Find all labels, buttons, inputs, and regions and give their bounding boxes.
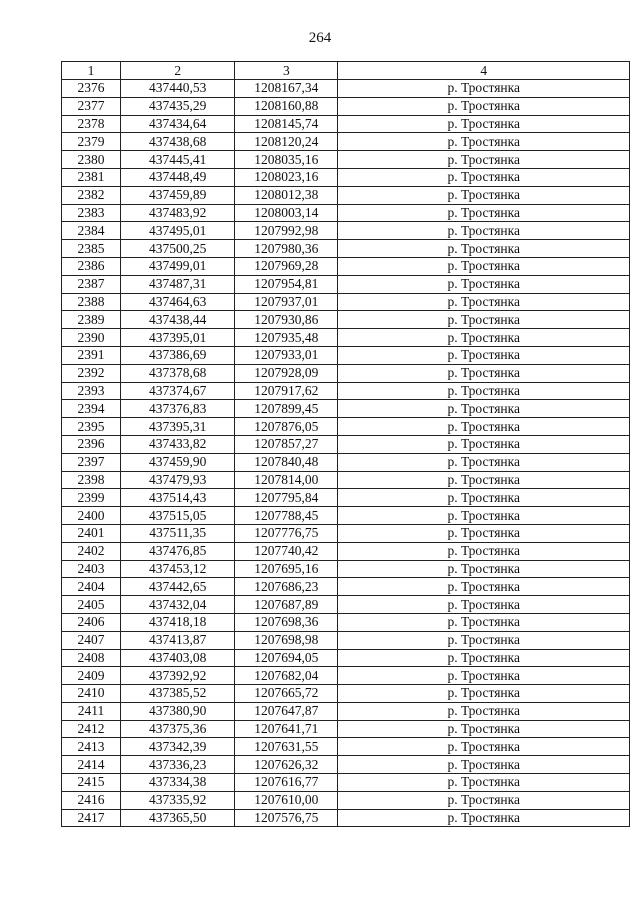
x-coordinate-cell: 437374,67 bbox=[121, 382, 235, 400]
x-coordinate-cell: 437499,01 bbox=[121, 257, 235, 275]
x-coordinate-cell: 437514,43 bbox=[121, 489, 235, 507]
object-name-cell: р. Тростянка bbox=[338, 168, 630, 186]
y-coordinate-cell: 1207682,04 bbox=[235, 667, 338, 685]
x-coordinate-cell: 437464,63 bbox=[121, 293, 235, 311]
point-number-cell: 2395 bbox=[62, 418, 121, 436]
object-name-cell: р. Тростянка bbox=[338, 151, 630, 169]
object-name-cell: р. Тростянка bbox=[338, 186, 630, 204]
object-name-cell: р. Тростянка bbox=[338, 524, 630, 542]
table-row bbox=[62, 649, 630, 667]
object-name-cell: р. Тростянка bbox=[338, 222, 630, 240]
table-row bbox=[62, 702, 630, 720]
point-number-cell: 2380 bbox=[62, 151, 121, 169]
object-name-cell: р. Тростянка bbox=[338, 346, 630, 364]
point-number-cell: 2378 bbox=[62, 115, 121, 133]
point-number-cell: 2417 bbox=[62, 809, 121, 827]
object-name-cell: р. Тростянка bbox=[338, 489, 630, 507]
y-coordinate-cell: 1207969,28 bbox=[235, 257, 338, 275]
table-row bbox=[62, 542, 630, 560]
point-number-cell: 2413 bbox=[62, 738, 121, 756]
y-coordinate-cell: 1207647,87 bbox=[235, 702, 338, 720]
object-name-cell: р. Тростянка bbox=[338, 702, 630, 720]
table-row bbox=[62, 631, 630, 649]
y-coordinate-cell: 1208145,74 bbox=[235, 115, 338, 133]
point-number-cell: 2416 bbox=[62, 791, 121, 809]
object-name-cell: р. Тростянка bbox=[338, 613, 630, 631]
y-coordinate-cell: 1207695,16 bbox=[235, 560, 338, 578]
point-number-cell: 2402 bbox=[62, 542, 121, 560]
point-number-cell: 2411 bbox=[62, 702, 121, 720]
y-coordinate-cell: 1207610,00 bbox=[235, 791, 338, 809]
x-coordinate-cell: 437413,87 bbox=[121, 631, 235, 649]
x-coordinate-cell: 437442,65 bbox=[121, 578, 235, 596]
y-coordinate-cell: 1207992,98 bbox=[235, 222, 338, 240]
y-coordinate-cell: 1208160,88 bbox=[235, 97, 338, 115]
point-number-cell: 2382 bbox=[62, 186, 121, 204]
point-number-cell: 2389 bbox=[62, 311, 121, 329]
point-number-cell: 2376 bbox=[62, 80, 121, 98]
x-coordinate-cell: 437438,44 bbox=[121, 311, 235, 329]
table-row bbox=[62, 524, 630, 542]
x-coordinate-cell: 437483,92 bbox=[121, 204, 235, 222]
point-number-cell: 2390 bbox=[62, 329, 121, 347]
table-row bbox=[62, 471, 630, 489]
x-coordinate-cell: 437336,23 bbox=[121, 756, 235, 774]
table-row bbox=[62, 115, 630, 133]
point-number-cell: 2401 bbox=[62, 524, 121, 542]
object-name-cell: р. Тростянка bbox=[338, 364, 630, 382]
point-number-cell: 2386 bbox=[62, 257, 121, 275]
table-row bbox=[62, 613, 630, 631]
table-row bbox=[62, 560, 630, 578]
point-number-cell: 2387 bbox=[62, 275, 121, 293]
table-row bbox=[62, 364, 630, 382]
object-name-cell: р. Тростянка bbox=[338, 293, 630, 311]
x-coordinate-cell: 437342,39 bbox=[121, 738, 235, 756]
x-coordinate-cell: 437453,12 bbox=[121, 560, 235, 578]
object-name-cell: р. Тростянка bbox=[338, 738, 630, 756]
table-row bbox=[62, 186, 630, 204]
y-coordinate-cell: 1207616,77 bbox=[235, 774, 338, 792]
point-number-cell: 2397 bbox=[62, 453, 121, 471]
table-row bbox=[62, 596, 630, 614]
table-body bbox=[62, 80, 630, 827]
object-name-cell: р. Тростянка bbox=[338, 204, 630, 222]
object-name-cell: р. Тростянка bbox=[338, 631, 630, 649]
y-coordinate-cell: 1207935,48 bbox=[235, 329, 338, 347]
y-coordinate-cell: 1207954,81 bbox=[235, 275, 338, 293]
object-name-cell: р. Тростянка bbox=[338, 311, 630, 329]
object-name-cell: р. Тростянка bbox=[338, 257, 630, 275]
point-number-cell: 2409 bbox=[62, 667, 121, 685]
x-coordinate-cell: 437459,89 bbox=[121, 186, 235, 204]
column-header-3: 3 bbox=[235, 62, 338, 80]
table-row bbox=[62, 311, 630, 329]
x-coordinate-cell: 437445,41 bbox=[121, 151, 235, 169]
point-number-cell: 2412 bbox=[62, 720, 121, 738]
table-row bbox=[62, 382, 630, 400]
object-name-cell: р. Тростянка bbox=[338, 400, 630, 418]
table-header-row bbox=[62, 62, 630, 80]
y-coordinate-cell: 1207899,45 bbox=[235, 400, 338, 418]
y-coordinate-cell: 1207641,71 bbox=[235, 720, 338, 738]
y-coordinate-cell: 1207933,01 bbox=[235, 346, 338, 364]
object-name-cell: р. Тростянка bbox=[338, 471, 630, 489]
x-coordinate-cell: 437386,69 bbox=[121, 346, 235, 364]
y-coordinate-cell: 1207694,05 bbox=[235, 649, 338, 667]
object-name-cell: р. Тростянка bbox=[338, 435, 630, 453]
object-name-cell: р. Тростянка bbox=[338, 133, 630, 151]
object-name-cell: р. Тростянка bbox=[338, 507, 630, 525]
y-coordinate-cell: 1207698,36 bbox=[235, 613, 338, 631]
point-number-cell: 2403 bbox=[62, 560, 121, 578]
y-coordinate-cell: 1208120,24 bbox=[235, 133, 338, 151]
object-name-cell: р. Тростянка bbox=[338, 649, 630, 667]
x-coordinate-cell: 437515,05 bbox=[121, 507, 235, 525]
table-row bbox=[62, 400, 630, 418]
x-coordinate-cell: 437476,85 bbox=[121, 542, 235, 560]
column-header-2: 2 bbox=[121, 62, 235, 80]
y-coordinate-cell: 1208023,16 bbox=[235, 168, 338, 186]
table-row bbox=[62, 507, 630, 525]
y-coordinate-cell: 1207740,42 bbox=[235, 542, 338, 560]
point-number-cell: 2398 bbox=[62, 471, 121, 489]
object-name-cell: р. Тростянка bbox=[338, 578, 630, 596]
page-number: 264 bbox=[308, 30, 332, 46]
object-name-cell: р. Тростянка bbox=[338, 97, 630, 115]
object-name-cell: р. Тростянка bbox=[338, 791, 630, 809]
y-coordinate-cell: 1207814,00 bbox=[235, 471, 338, 489]
table-row bbox=[62, 346, 630, 364]
table-row bbox=[62, 685, 630, 703]
point-number-cell: 2404 bbox=[62, 578, 121, 596]
y-coordinate-cell: 1208003,14 bbox=[235, 204, 338, 222]
y-coordinate-cell: 1207776,75 bbox=[235, 524, 338, 542]
x-coordinate-cell: 437395,01 bbox=[121, 329, 235, 347]
x-coordinate-cell: 437434,64 bbox=[121, 115, 235, 133]
table-row bbox=[62, 791, 630, 809]
y-coordinate-cell: 1207876,05 bbox=[235, 418, 338, 436]
object-name-cell: р. Тростянка bbox=[338, 756, 630, 774]
object-name-cell: р. Тростянка bbox=[338, 596, 630, 614]
point-number-cell: 2394 bbox=[62, 400, 121, 418]
x-coordinate-cell: 437479,93 bbox=[121, 471, 235, 489]
y-coordinate-cell: 1207788,45 bbox=[235, 507, 338, 525]
table-row bbox=[62, 275, 630, 293]
object-name-cell: р. Тростянка bbox=[338, 240, 630, 258]
object-name-cell: р. Тростянка bbox=[338, 418, 630, 436]
object-name-cell: р. Тростянка bbox=[338, 542, 630, 560]
y-coordinate-cell: 1207631,55 bbox=[235, 738, 338, 756]
x-coordinate-cell: 437418,18 bbox=[121, 613, 235, 631]
point-number-cell: 2408 bbox=[62, 649, 121, 667]
x-coordinate-cell: 437495,01 bbox=[121, 222, 235, 240]
point-number-cell: 2379 bbox=[62, 133, 121, 151]
table-row bbox=[62, 418, 630, 436]
point-number-cell: 2407 bbox=[62, 631, 121, 649]
x-coordinate-cell: 437487,31 bbox=[121, 275, 235, 293]
table-row bbox=[62, 133, 630, 151]
point-number-cell: 2400 bbox=[62, 507, 121, 525]
y-coordinate-cell: 1207795,84 bbox=[235, 489, 338, 507]
object-name-cell: р. Тростянка bbox=[338, 115, 630, 133]
x-coordinate-cell: 437376,83 bbox=[121, 400, 235, 418]
table-row bbox=[62, 293, 630, 311]
table-row bbox=[62, 257, 630, 275]
object-name-cell: р. Тростянка bbox=[338, 80, 630, 98]
point-number-cell: 2377 bbox=[62, 97, 121, 115]
column-header-4: 4 bbox=[338, 62, 630, 80]
point-number-cell: 2388 bbox=[62, 293, 121, 311]
object-name-cell: р. Тростянка bbox=[338, 560, 630, 578]
y-coordinate-cell: 1207857,27 bbox=[235, 435, 338, 453]
table-row bbox=[62, 756, 630, 774]
object-name-cell: р. Тростянка bbox=[338, 329, 630, 347]
table-row bbox=[62, 204, 630, 222]
y-coordinate-cell: 1208035,16 bbox=[235, 151, 338, 169]
x-coordinate-cell: 437438,68 bbox=[121, 133, 235, 151]
point-number-cell: 2393 bbox=[62, 382, 121, 400]
y-coordinate-cell: 1207686,23 bbox=[235, 578, 338, 596]
point-number-cell: 2414 bbox=[62, 756, 121, 774]
x-coordinate-cell: 437378,68 bbox=[121, 364, 235, 382]
table-row bbox=[62, 329, 630, 347]
object-name-cell: р. Тростянка bbox=[338, 382, 630, 400]
y-coordinate-cell: 1208012,38 bbox=[235, 186, 338, 204]
table-row bbox=[62, 809, 630, 827]
object-name-cell: р. Тростянка bbox=[338, 809, 630, 827]
y-coordinate-cell: 1207928,09 bbox=[235, 364, 338, 382]
point-number-cell: 2399 bbox=[62, 489, 121, 507]
x-coordinate-cell: 437432,04 bbox=[121, 596, 235, 614]
point-number-cell: 2405 bbox=[62, 596, 121, 614]
table-row bbox=[62, 97, 630, 115]
table-row bbox=[62, 151, 630, 169]
x-coordinate-cell: 437385,52 bbox=[121, 685, 235, 703]
x-coordinate-cell: 437392,92 bbox=[121, 667, 235, 685]
table-row bbox=[62, 453, 630, 471]
table-row bbox=[62, 720, 630, 738]
x-coordinate-cell: 437334,38 bbox=[121, 774, 235, 792]
table-row bbox=[62, 80, 630, 98]
object-name-cell: р. Тростянка bbox=[338, 667, 630, 685]
x-coordinate-cell: 437440,53 bbox=[121, 80, 235, 98]
table-row bbox=[62, 168, 630, 186]
object-name-cell: р. Тростянка bbox=[338, 685, 630, 703]
y-coordinate-cell: 1207917,62 bbox=[235, 382, 338, 400]
x-coordinate-cell: 437403,08 bbox=[121, 649, 235, 667]
x-coordinate-cell: 437335,92 bbox=[121, 791, 235, 809]
point-number-cell: 2410 bbox=[62, 685, 121, 703]
table-row bbox=[62, 489, 630, 507]
y-coordinate-cell: 1208167,34 bbox=[235, 80, 338, 98]
point-number-cell: 2392 bbox=[62, 364, 121, 382]
x-coordinate-cell: 437395,31 bbox=[121, 418, 235, 436]
x-coordinate-cell: 437380,90 bbox=[121, 702, 235, 720]
object-name-cell: р. Тростянка bbox=[338, 275, 630, 293]
x-coordinate-cell: 437375,36 bbox=[121, 720, 235, 738]
x-coordinate-cell: 437459,90 bbox=[121, 453, 235, 471]
point-number-cell: 2383 bbox=[62, 204, 121, 222]
x-coordinate-cell: 437433,82 bbox=[121, 435, 235, 453]
object-name-cell: р. Тростянка bbox=[338, 774, 630, 792]
point-number-cell: 2415 bbox=[62, 774, 121, 792]
x-coordinate-cell: 437448,49 bbox=[121, 168, 235, 186]
point-number-cell: 2396 bbox=[62, 435, 121, 453]
y-coordinate-cell: 1207687,89 bbox=[235, 596, 338, 614]
table-row bbox=[62, 240, 630, 258]
y-coordinate-cell: 1207840,48 bbox=[235, 453, 338, 471]
point-number-cell: 2391 bbox=[62, 346, 121, 364]
point-number-cell: 2384 bbox=[62, 222, 121, 240]
x-coordinate-cell: 437511,35 bbox=[121, 524, 235, 542]
y-coordinate-cell: 1207665,72 bbox=[235, 685, 338, 703]
y-coordinate-cell: 1207698,98 bbox=[235, 631, 338, 649]
table-row bbox=[62, 578, 630, 596]
x-coordinate-cell: 437365,50 bbox=[121, 809, 235, 827]
y-coordinate-cell: 1207937,01 bbox=[235, 293, 338, 311]
point-number-cell: 2406 bbox=[62, 613, 121, 631]
y-coordinate-cell: 1207980,36 bbox=[235, 240, 338, 258]
y-coordinate-cell: 1207576,75 bbox=[235, 809, 338, 827]
x-coordinate-cell: 437500,25 bbox=[121, 240, 235, 258]
coordinates-table bbox=[61, 61, 630, 827]
object-name-cell: р. Тростянка bbox=[338, 453, 630, 471]
table-row bbox=[62, 435, 630, 453]
column-header-1: 1 bbox=[62, 62, 121, 80]
table-row bbox=[62, 667, 630, 685]
point-number-cell: 2381 bbox=[62, 168, 121, 186]
y-coordinate-cell: 1207626,32 bbox=[235, 756, 338, 774]
table-row bbox=[62, 222, 630, 240]
object-name-cell: р. Тростянка bbox=[338, 720, 630, 738]
point-number-cell: 2385 bbox=[62, 240, 121, 258]
x-coordinate-cell: 437435,29 bbox=[121, 97, 235, 115]
y-coordinate-cell: 1207930,86 bbox=[235, 311, 338, 329]
table-row bbox=[62, 738, 630, 756]
table-row bbox=[62, 774, 630, 792]
